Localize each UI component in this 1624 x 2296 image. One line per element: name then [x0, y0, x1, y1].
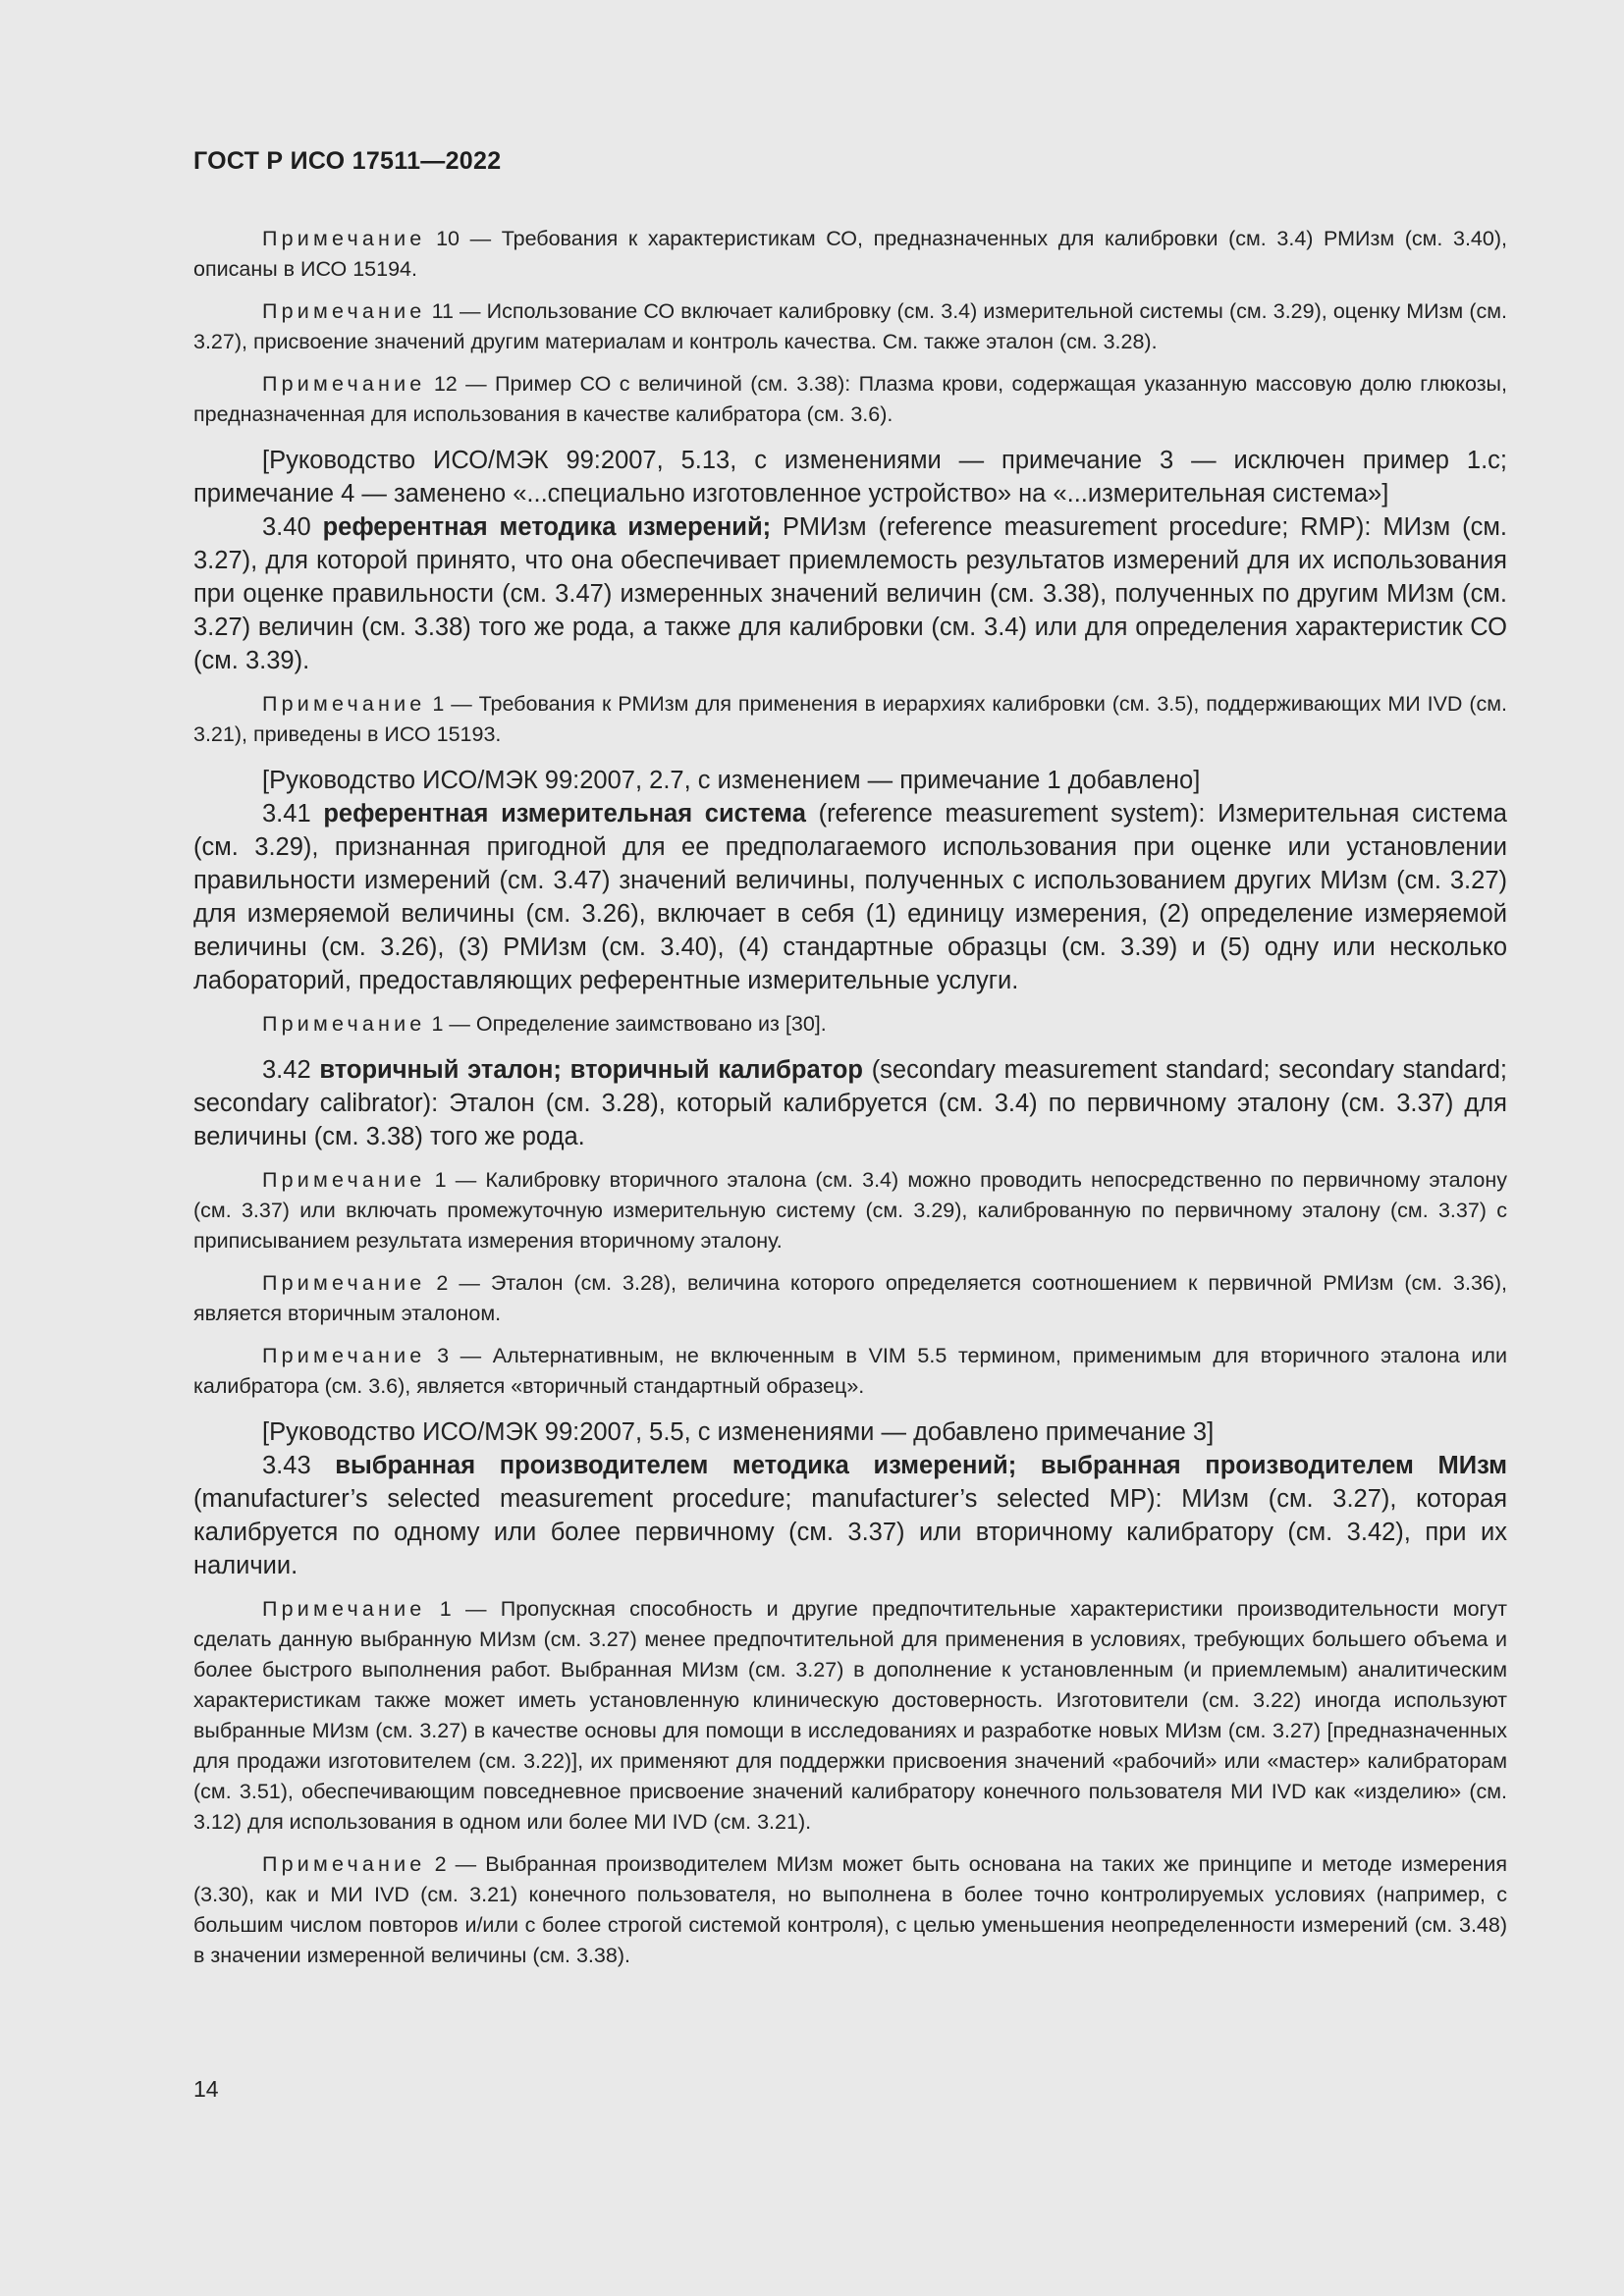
- note-3-40-1: Примечание 1 — Требования к РМИзм для применения в иерархиях калибровки (см. 3.5), поддерживающих МИ IVD (см. 3.21), приведены в ИСО 15193.: [193, 692, 1507, 746]
- note-10: Примечание 10 — Требования к характеристикам СО, предназначенных для калибровки (см. 3.4) РМИзм (см. 3.40), описаны в ИСО 15194.: [193, 227, 1507, 281]
- term-title: референтная измерительная система: [323, 800, 806, 828]
- note-3-42-2: Примечание 2 — Эталон (см. 3.28), величина которого определяется соотношением к первичной РМИзм (см. 3.36), является вторичным эталоном.: [193, 1271, 1507, 1325]
- term-number: 3.41: [262, 800, 311, 828]
- term-definition: (secondary measurement standard; secondary standard; secondary calibrator): Эталон (см. 3.28), который калибруется (см. 3.4) по первичному эталону (см. 3.37) для величины (см. 3.38) того же рода.: [193, 1056, 1507, 1150]
- note-3-42-3: Примечание 3 — Альтернативным, не включенным в VIM 5.5 термином, применимым для вторичного эталона или калибратора (см. 3.6), является «вторичный стандартный образец».: [193, 1344, 1507, 1398]
- note-3-43-2: Примечание 2 — Выбранная производителем МИзм может быть основана на таких же принципе и методе измерения (3.30), как и МИ IVD (см. 3.21) конечного пользователя, но выполнена в более точно контролируемых условиях (например, с большим числом повторов и/или с более строгой системой контроля), с целью уменьшения неопределенности измерений (см. 3.48) в значении измеренной величины (см. 3.38).: [193, 1852, 1508, 1967]
- term-number: 3.40: [262, 513, 311, 541]
- note-label: Примечание: [262, 1168, 426, 1192]
- page-number: 14: [193, 2076, 219, 2102]
- note-3-43-1: Примечание 1 — Пропускная способность и другие предпочтительные характеристики производительности могут сделать данную выбранную МИзм (см. 3.27) менее предпочтительной для применения в условиях, требующих большего объема и более быстрого выполнения работ. Выбранная МИзм (см. 3.27) в дополнение к установленным (и приемлемым) аналитическим характеристикам также может иметь установленную клиническую достоверность. Изготовители (см. 3.22) иногда используют выбранные МИзм (см. 3.27) в качестве основы для помощи в исследованиях и разработке новых МИзм (см. 3.27) [предназначенных для продажи изготовителем (см. 3.22)], их применяют для поддержки присвоения значений «рабочий» или «мастер» калибраторам (см. 3.51), обеспечивающим повседневное присвоение значений калибратору конечного пользователя МИ IVD как «изделию» (см. 3.12) для использования в одном или более МИ IVD (см. 3.21).: [193, 1597, 1507, 1834]
- term-3-42: [193, 1053, 1507, 1153]
- note-label: Примечание: [262, 1852, 426, 1876]
- term-title: референтная методика измерений;: [322, 513, 772, 541]
- term-title: вторичный эталон; вторичный калибратор: [319, 1056, 863, 1084]
- term-3-40: [193, 510, 1507, 677]
- term-number: 3.42: [262, 1056, 311, 1084]
- term-3-43: [193, 1449, 1507, 1582]
- note-label: Примечание: [262, 1344, 426, 1367]
- note-12: Примечание 12 — Пример СО с величиной (см. 3.38): Плазма крови, содержащая указанную массовую долю глюкозы, предназначенная для использования в качестве калибратора (см. 3.6).: [193, 372, 1507, 426]
- note-label: Примечание: [262, 1012, 426, 1036]
- document-header: ГОСТ Р ИСО 17511—2022: [193, 147, 502, 175]
- term-title: выбранная производителем методика измерений; выбранная производителем МИзм: [335, 1452, 1507, 1479]
- note-label: Примечание: [262, 692, 426, 716]
- term-definition: (reference measurement system): Измерительная система (см. 3.29), признанная пригодной для ее предполагаемого использования при оценке или установлении правильности измерений (см. 3.47) значений величины, полученных с использованием других МИзм (см. 3.27) для измеряемой величины (см. 3.26), включает в себя (1) единицу измерения, (2) определение измеряемой величины (см. 3.26), (3) РМИзм (см. 3.40), (4) стандартные образцы (см. 3.39) и (5) одну или несколько лабораторий, предоставляющих референтные измерительные услуги.: [193, 800, 1507, 994]
- source-reference-1: [Руководство ИСО/МЭК 99:2007, 5.13, с изменениями — примечание 3 — исключен пример 1.c; примечание 4 — заменено «...специально изготовленное устройство» на «...измерительная система»]: [193, 447, 1507, 507]
- document-body: [193, 224, 1507, 1983]
- source-reference-3: [Руководство ИСО/МЭК 99:2007, 5.5, с изменениями — добавлено примечание 3]: [262, 1418, 1215, 1446]
- source-reference-2: [Руководство ИСО/МЭК 99:2007, 2.7, с изменением — примечание 1 добавлено]: [262, 767, 1201, 794]
- note-label: Примечание: [262, 1271, 426, 1295]
- note-label: Примечание: [262, 299, 426, 323]
- term-definition: РМИзм (reference measurement procedure; RMP): МИзм (см. 3.27), для которой принято, что она обеспечивает приемлемость результатов измерений для их использования при оценке правильности (см. 3.47) измеренных значений величин (см. 3.38), полученных по другим МИзм (см. 3.27) величин (см. 3.38) того же рода, а также для калибровки (см. 3.4) или для определения характеристик СО (см. 3.39).: [193, 513, 1507, 674]
- note-label: Примечание: [262, 227, 426, 250]
- term-definition: (manufacturer’s selected measurement procedure; manufacturer’s selected MP): МИзм (см. 3.27), которая калибруется по одному или более первичному (см. 3.37) или вторичному калибратору (см. 3.42), при их наличии.: [193, 1485, 1507, 1579]
- note-label: Примечание: [262, 372, 426, 396]
- note-label: Примечание: [262, 1597, 426, 1621]
- note-3-42-1: Примечание 1 — Калибровку вторичного эталона (см. 3.4) можно проводить непосредственно по первичному эталону (см. 3.37) или включать промежуточную измерительную систему (см. 3.29), калиброванную по первичному эталону (см. 3.37) с приписыванием результата измерения вторичному эталону.: [193, 1168, 1507, 1253]
- note-11: Примечание 11 — Использование СО включает калибровку (см. 3.4) измерительной системы (см. 3.29), оценку МИзм (см. 3.27), присвоение значений другим материалам и контроль качества. См. также эталон (см. 3.28).: [193, 299, 1507, 353]
- term-number: 3.43: [262, 1452, 311, 1479]
- note-3-41-1: Примечание 1 — Определение заимствовано из [30].: [262, 1012, 827, 1036]
- term-3-41: [193, 797, 1507, 997]
